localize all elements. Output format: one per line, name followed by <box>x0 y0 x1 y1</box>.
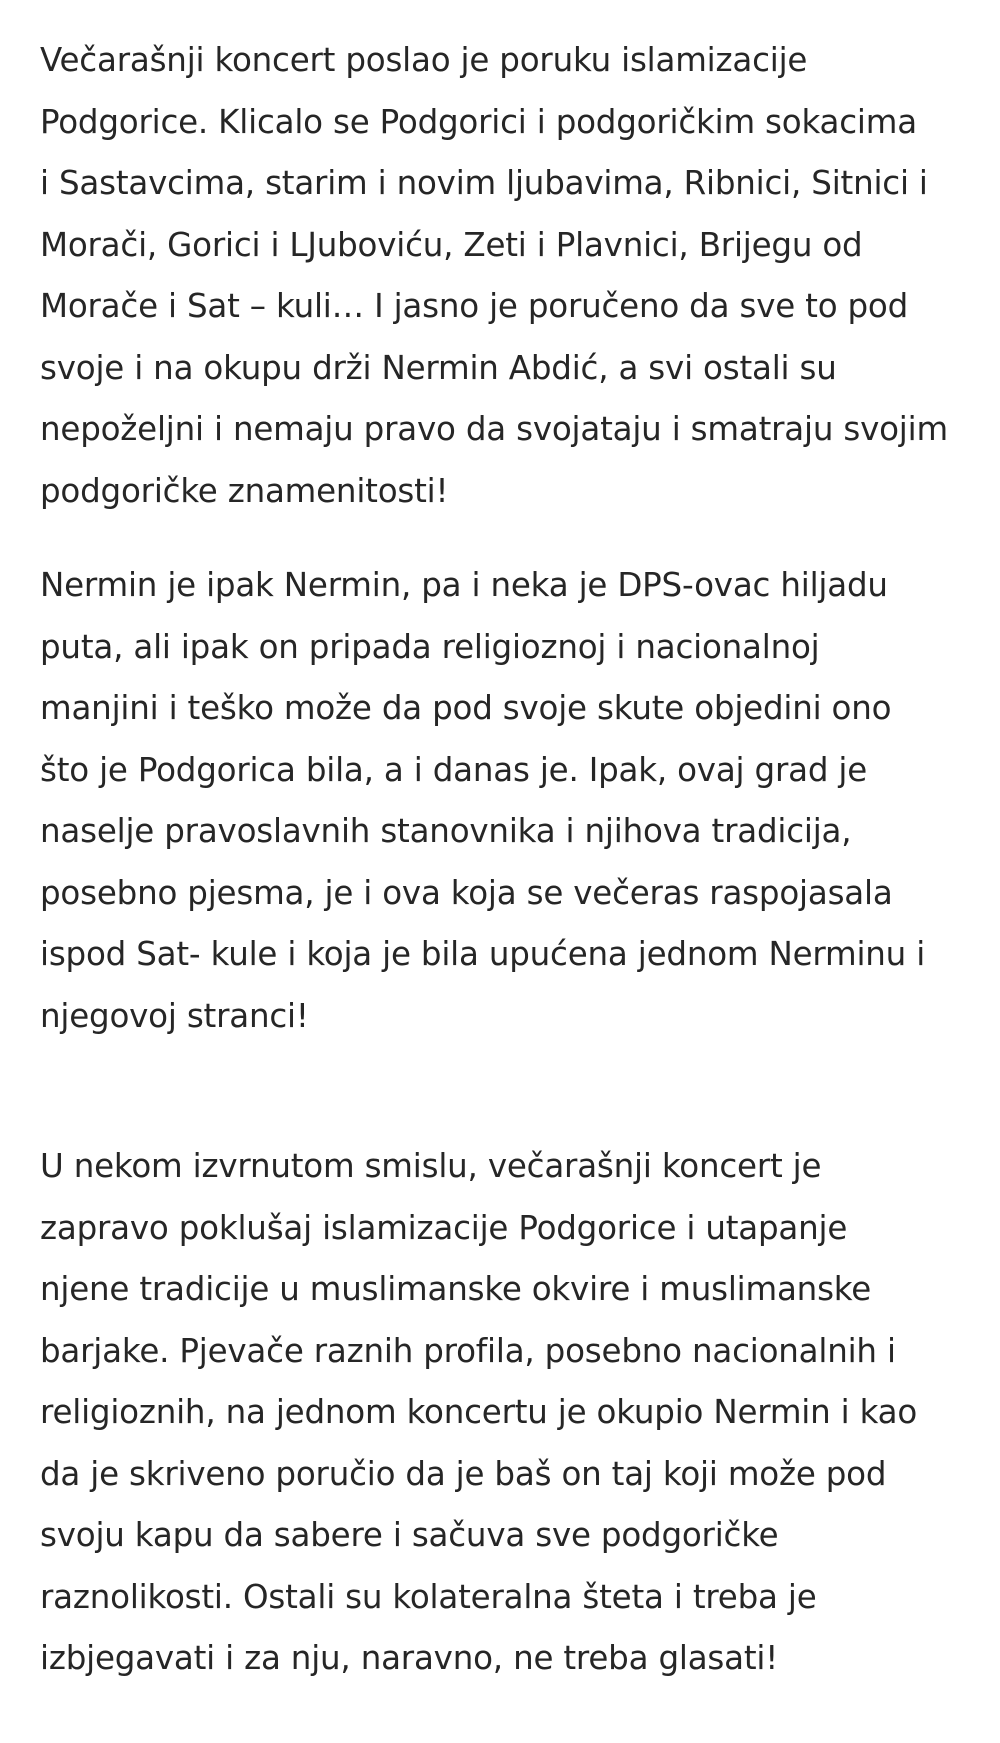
text-line: ispod Sat- kule i koja je bila upućena jednom Nerminu i <box>40 935 926 973</box>
text-line: da je skriveno poručio da je baš on taj koji može pod <box>40 1454 887 1493</box>
text-line: posebno pjesma, je i ova koja se večeras raspojasala <box>40 873 893 912</box>
text-line: njene tradicije u muslimanske okvire i muslimanske <box>40 1270 872 1308</box>
text-line: barjake. Pjevače raznih profila, posebno nacionalnih i <box>40 1331 896 1370</box>
text-line: svoju kapu da sabere i sačuva sve podgoričke <box>40 1516 779 1554</box>
text-line: Nermin je ipak Nermin, pa i neka je DPS-ovac hiljadu <box>40 566 888 604</box>
text-line: religioznih, na jednom koncertu je okupio Nermin i kao <box>40 1393 918 1431</box>
text-line: i Sastavcima, starim i novim ljubavima, Ribnici, Sitnici i <box>40 164 928 202</box>
text-line: nepoželjni i nemaju pravo da svojataju i smatraju svojim <box>40 410 948 448</box>
text-line: puta, ali ipak on pripada religioznoj i nacionalnoj <box>40 627 820 666</box>
article-body <box>40 30 980 1690</box>
text-line: izbjegavati i za nju, naravno, ne treba glasati! <box>40 1639 779 1677</box>
text-line: manjini i teško može da pod svoje skute objedini ono <box>40 689 892 727</box>
text-line: svoje i na okupu drži Nermin Abdić, a svi ostali su <box>40 348 837 387</box>
text-line: raznolikosti. Ostali su kolateralna šteta i treba je <box>40 1577 817 1616</box>
text-line: U nekom izvrnutom smislu, večarašnji koncert je <box>40 1147 822 1185</box>
text-line: što je Podgorica bila, a i danas je. Ipak, ovaj grad je <box>40 750 868 789</box>
text-line: naselje pravoslavnih stanovnika i njihova tradicija, <box>40 812 852 850</box>
text-line: Morači, Gorici i LJuboviću, Zeti i Plavnici, Brijegu od <box>40 225 863 264</box>
paragraph-2 <box>40 555 980 1047</box>
text-line: Večarašnji koncert poslao je poruku islamizacije <box>40 41 808 79</box>
text-line: zapravo poklušaj islamizacije Podgorice i utapanje <box>40 1208 848 1247</box>
text-line: podgoričke znamenitosti! <box>40 471 449 510</box>
text-line: Morače i Sat – kuli… I jasno je poručeno da sve to pod <box>40 287 909 325</box>
text-line: Podgorice. Klicalo se Podgorici i podgoričkim sokacima <box>40 102 917 141</box>
paragraph-1 <box>40 30 980 522</box>
paragraph-3 <box>40 1136 980 1690</box>
text-line: njegovoj stranci! <box>40 996 309 1035</box>
